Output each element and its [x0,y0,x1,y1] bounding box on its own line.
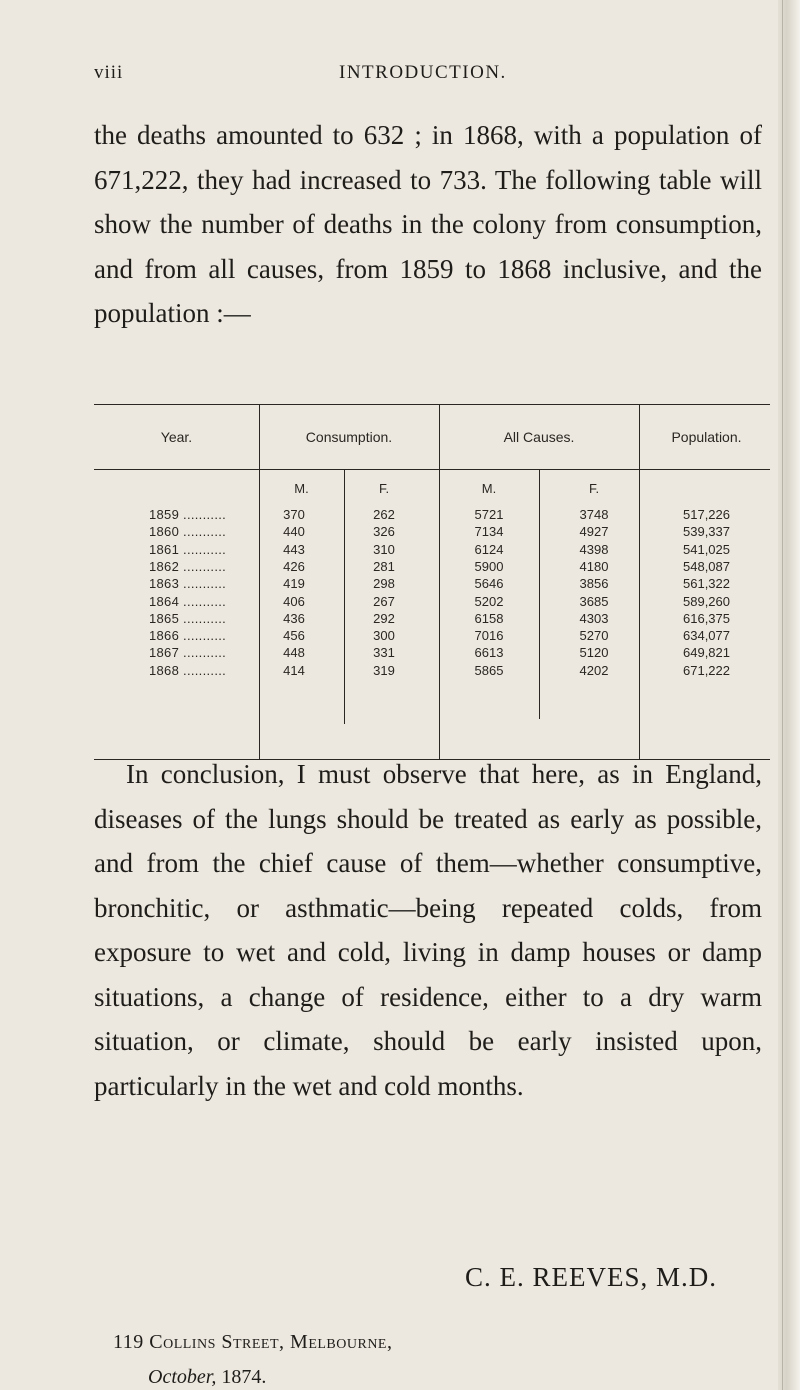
table-cell-all-causes-m: 7134 [474,524,504,540]
date-year: 1874. [221,1366,267,1388]
table-cell-consumption-f: 298 [373,576,395,592]
signature: C. E. REEVES, M.D. [465,1262,718,1292]
table-row [94,523,770,540]
table-cell-consumption-m: 414 [283,662,305,678]
table-cell-all-causes-m: 5900 [474,558,504,574]
table-cell-population: 548,087 [683,558,730,574]
table-cell-all-causes-f: 3685 [579,593,609,609]
table-cell-all-causes-m: 5202 [474,593,504,609]
table-cell-all-causes-f: 3748 [579,507,609,522]
table-cell-all-causes-f: 5270 [579,628,609,644]
table-cell-consumption-m: 440 [283,524,305,540]
table-cell-consumption-m: 419 [283,576,305,592]
table-cell-all-causes-m: 6613 [474,645,504,661]
table-cell-all-causes-m: 5646 [474,576,504,592]
mortality-table [94,404,770,760]
table-cell-year: 1863 ........... [149,576,227,592]
subheader-all-m: M. [481,481,497,496]
running-title: INTRODUCTION. [339,62,507,83]
table-cell-all-causes-f: 4202 [579,662,609,678]
table-header [94,405,770,470]
header-year: Year. [160,429,193,445]
dateline [148,1366,266,1389]
table-cell-population: 589,260 [683,593,730,609]
table-cell-population: 561,322 [683,576,730,592]
table-cell-consumption-m: 406 [283,593,305,609]
header-consumption: Consumption. [305,429,393,445]
table-cell-population: 541,025 [683,541,730,557]
table-cell-year: 1860 ........... [149,524,227,540]
table-cell-all-causes-m: 5721 [474,507,504,522]
table-cell-year: 1868 ........... [149,662,227,678]
table-cell-population: 649,821 [683,645,730,661]
running-head [94,62,694,92]
table-cell-year: 1866 ........... [149,628,227,644]
table-cell-population: 671,222 [683,662,730,678]
table-cell-consumption-m: 426 [283,558,305,574]
table-cell-consumption-f: 326 [373,524,395,540]
table-row [94,593,770,610]
table-cell-population: 616,375 [683,610,730,626]
table-cell-consumption-f: 310 [373,541,395,557]
conclusion-paragraph: In conclusion, I must observe that here, as in England, diseases of the lungs should be treated as early as possible, and from the chief cause of them—whether consumptive, bronchitic, or asthmatic—being repeated colds, from exposure to wet and cold, living in damp houses or damp situations, a change of residence, either to a dry warm situation, or climate, should be early insisted upon, particularly in the wet and cold months. [94,759,762,1101]
subheader-consumption-f: F. [378,481,390,496]
table-cell-consumption-m: 443 [283,541,305,557]
table-cell-year: 1861 ........... [149,541,227,557]
address: 119 Collins Street, Melbourne, [113,1331,393,1353]
table-row [94,644,770,661]
table-cell-all-causes-m: 6158 [474,610,504,626]
table-cell-all-causes-f: 3856 [579,576,609,592]
table-cell-population: 539,337 [683,524,730,540]
table-cell-all-causes-m: 7016 [474,628,504,644]
table-cell-consumption-m: 436 [283,610,305,626]
table-cell-consumption-m: 456 [283,628,305,644]
table-row [94,627,770,644]
table-row [94,662,770,679]
subheader-consumption-m: M. [294,481,309,496]
table-cell-population: 634,077 [683,628,730,644]
table-cell-consumption-f: 262 [373,507,395,522]
intro-paragraph: the deaths amounted to 632 ; in 1868, with a population of 671,222, they had increased to 733. The following table will show the number of deaths in the colony from consumption, and from all causes, from 1859 to 1868 inclusive, and the population :— [94,120,762,328]
table-cell-consumption-f: 267 [373,593,395,609]
table-cell-all-causes-f: 4927 [579,524,609,540]
header-all-causes: All Causes. [503,429,575,445]
page-edge [778,0,800,1390]
table-cell-consumption-m: 370 [283,507,305,522]
subheader-all-f: F. [588,481,600,496]
table-cell-all-causes-f: 4180 [579,558,609,574]
table-cell-year: 1867 ........... [149,645,227,661]
table-cell-all-causes-f: 5120 [579,645,609,661]
table-cell-consumption-f: 292 [373,610,395,626]
table-cell-consumption-f: 319 [373,662,395,678]
table-cell-consumption-f: 331 [373,645,395,661]
table-row [94,575,770,592]
page-number: viii [94,62,124,83]
header-population: Population. [671,429,742,445]
table-cell-all-causes-m: 6124 [474,541,504,557]
table-row [94,541,770,558]
table-cell-year: 1864 ........... [149,593,227,609]
table-cell-consumption-f: 300 [373,628,395,644]
table-row [94,558,770,575]
table-cell-year: 1862 ........... [149,558,227,574]
table-cell-consumption-m: 448 [283,645,305,661]
table-cell-year: 1859 ........... [149,507,227,522]
table-cell-all-causes-f: 4398 [579,541,609,557]
table-row [94,506,770,523]
table-cell-year: 1865 ........... [149,610,227,626]
table-cell-consumption-f: 281 [373,558,395,574]
date-month: October, [148,1366,217,1388]
table-cell-all-causes-m: 5865 [474,662,504,678]
table-cell-all-causes-f: 4303 [579,610,609,626]
table-row [94,610,770,627]
table-cell-population: 517,226 [683,507,730,522]
